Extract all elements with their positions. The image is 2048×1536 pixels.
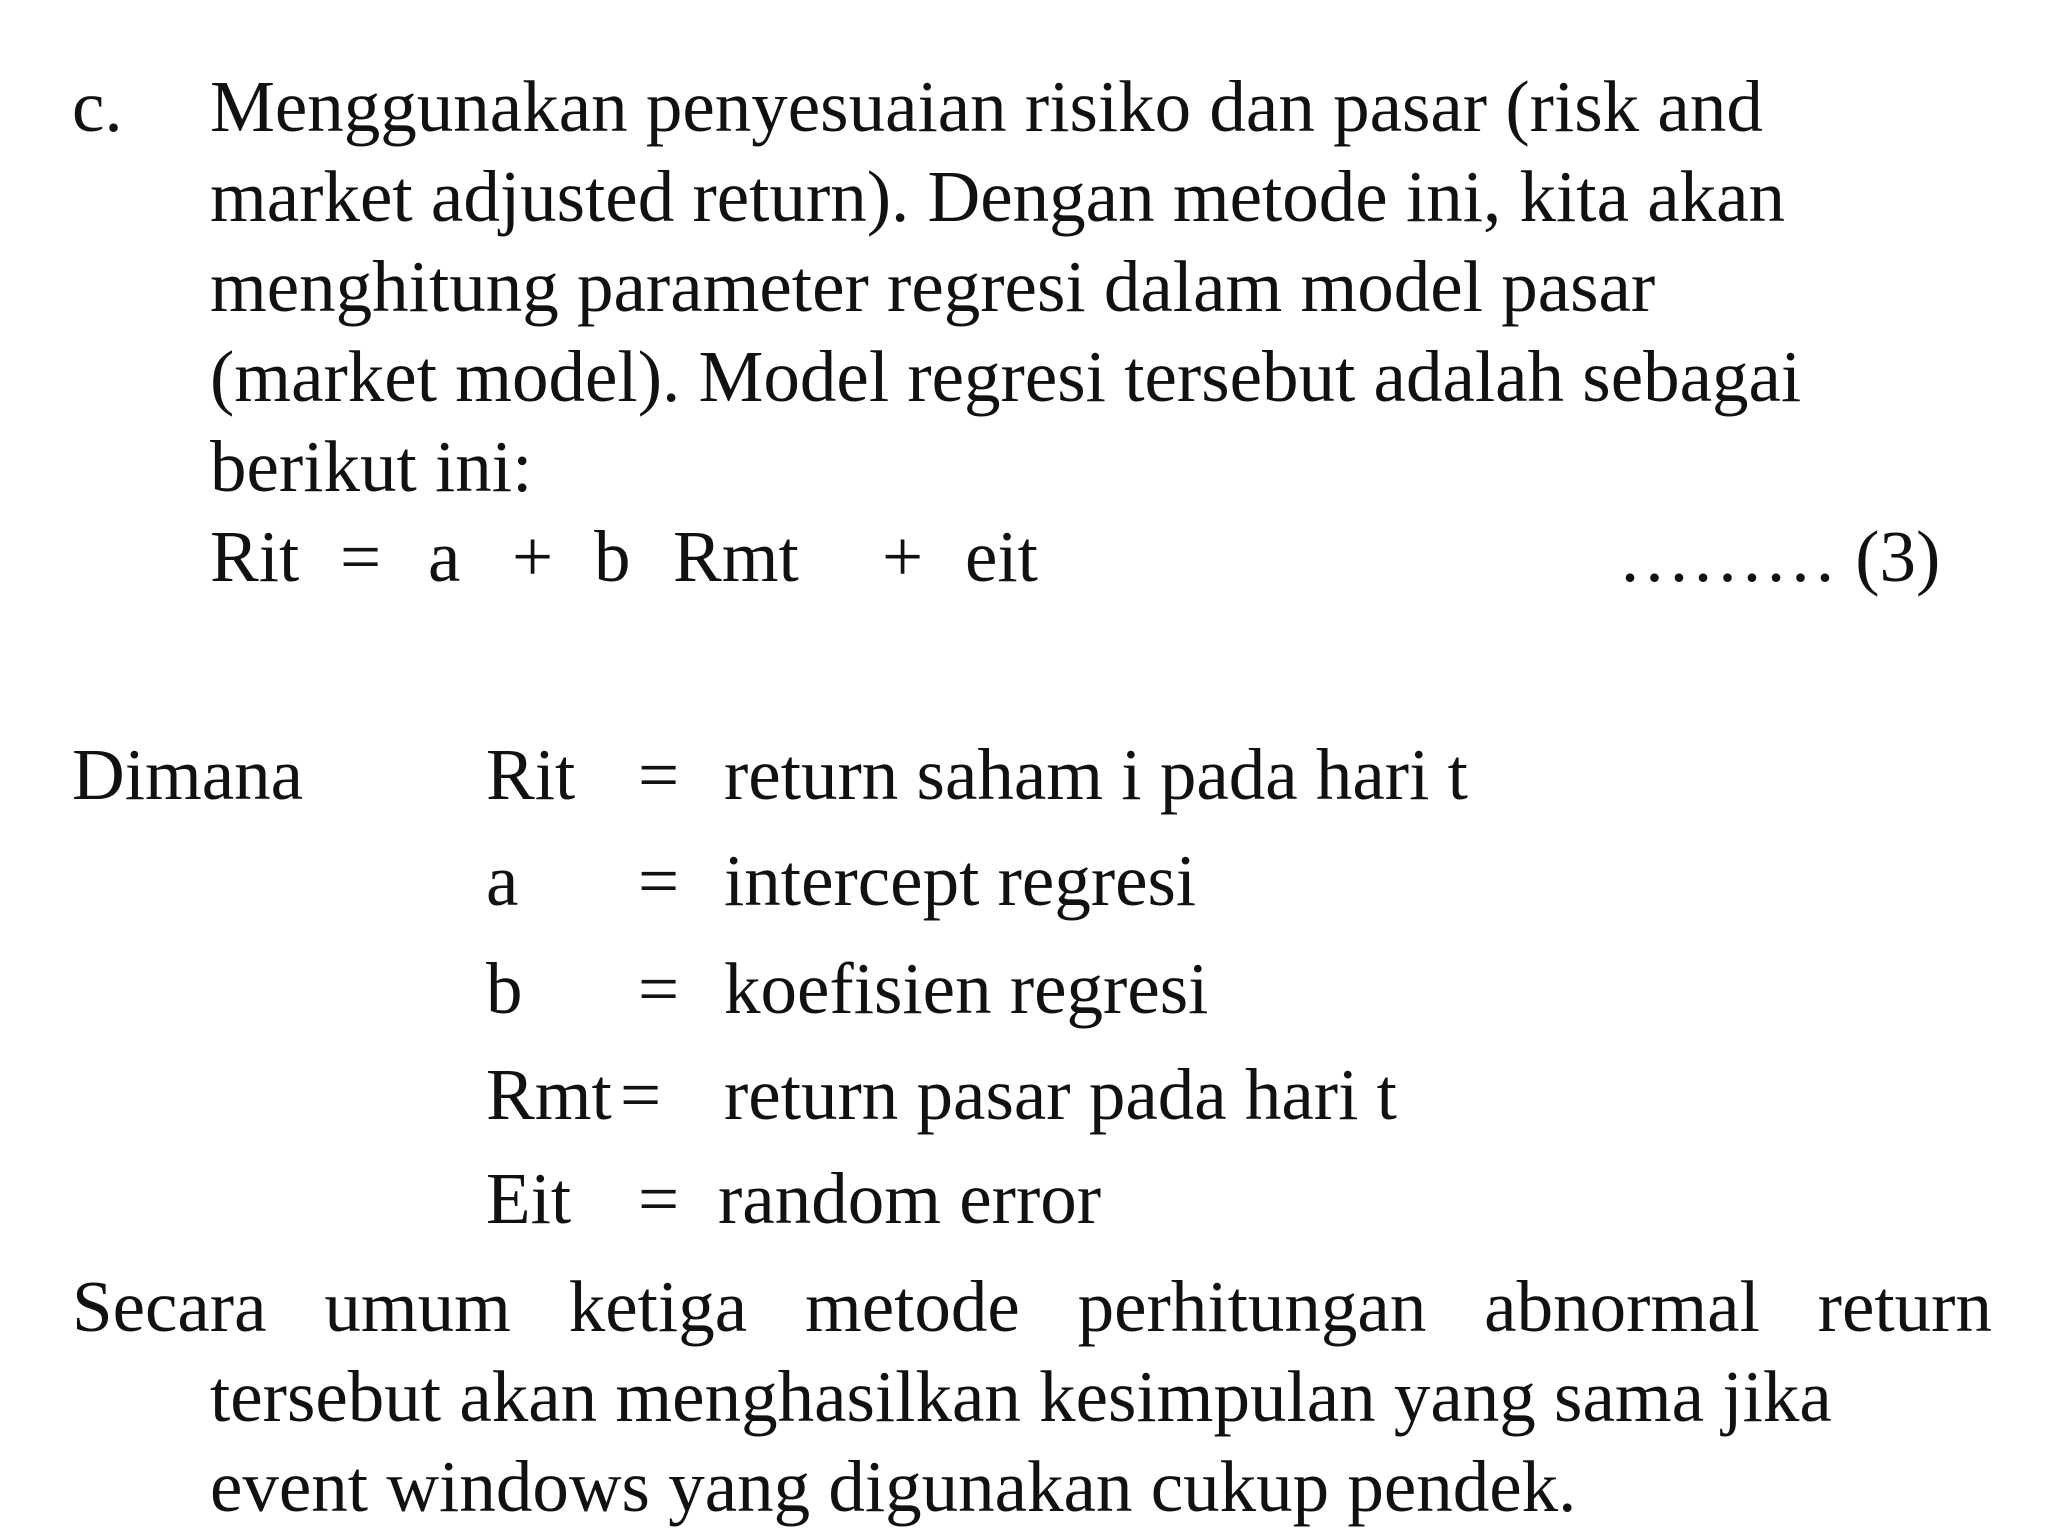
equation-number: ……… (3) xyxy=(1618,516,1941,597)
definition-equals: = xyxy=(638,948,680,1029)
definition-description: return pasar pada hari t xyxy=(724,1054,1397,1135)
definition-equals: = xyxy=(638,734,680,815)
equation-error: eit xyxy=(965,516,1038,597)
definition-term: b xyxy=(486,948,523,1029)
definition-row xyxy=(0,944,2048,1034)
definition-description: intercept regresi xyxy=(724,840,1197,921)
definition-row xyxy=(0,1154,2048,1244)
equation-plus: + xyxy=(882,516,924,597)
definition-term: a xyxy=(486,840,519,921)
definition-equals: = xyxy=(638,1158,680,1239)
paragraph-line: menghitung parameter regresi dalam model pasar xyxy=(210,246,1656,327)
equation-coefficient: b xyxy=(594,516,631,597)
definition-description: return saham i pada hari t xyxy=(724,734,1468,815)
closing-paragraph-line: tersebut akan menghasilkan kesimpulan yang sama jika xyxy=(210,1356,1832,1437)
equation-lhs: Rit xyxy=(210,516,300,597)
definition-equals: = xyxy=(620,1054,662,1135)
list-marker: c. xyxy=(72,66,123,147)
equation-plus: + xyxy=(512,516,554,597)
equation-market-return: Rmt xyxy=(673,516,799,597)
definition-row xyxy=(0,836,2048,926)
definition-row xyxy=(0,730,2048,820)
definition-equals: = xyxy=(638,840,680,921)
definition-description: random error xyxy=(718,1158,1102,1239)
paragraph-line: Menggunakan penyesuaian risiko dan pasar (risk and xyxy=(210,66,1763,147)
paragraph-line: berikut ini: xyxy=(210,426,533,507)
closing-paragraph-line: event windows yang digunakan cukup pendek. xyxy=(210,1446,1577,1527)
paragraph-line: (market model). Model regresi tersebut adalah sebagai xyxy=(210,336,1802,417)
definition-term: Rit xyxy=(486,734,576,815)
definition-row xyxy=(0,1050,2048,1140)
definition-description: koefisien regresi xyxy=(724,948,1209,1029)
definition-term: Eit xyxy=(486,1158,572,1239)
equation-intercept: a xyxy=(428,516,461,597)
definition-term: Rmt xyxy=(486,1054,612,1135)
closing-paragraph-line: Secara umum ketiga metode perhitungan abnormal return xyxy=(72,1266,1992,1347)
definitions-intro: Dimana xyxy=(72,734,304,815)
equation-equals: = xyxy=(340,516,382,597)
paragraph-line: market adjusted return). Dengan metode ini, kita akan xyxy=(210,156,1786,237)
